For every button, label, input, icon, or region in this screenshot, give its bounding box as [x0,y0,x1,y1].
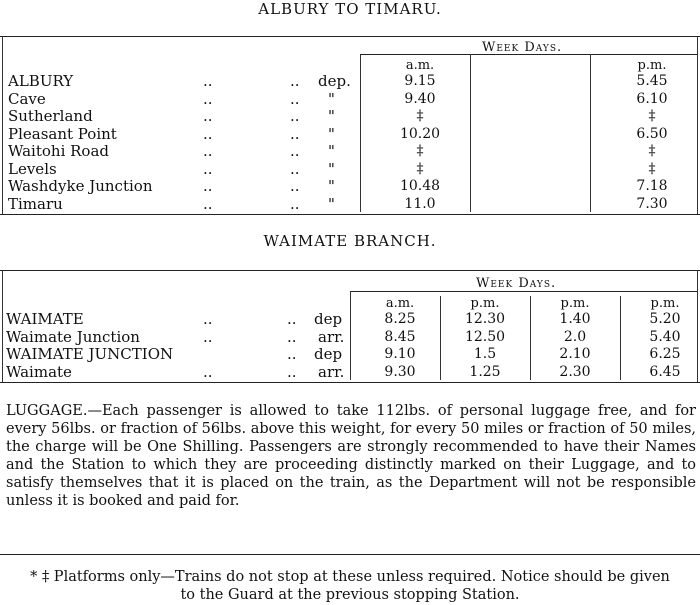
time-cell-am: ‡ [416,160,424,177]
time-cell: 9.10 [384,346,416,362]
leader-dots: .. [290,89,300,108]
leader-dots: .. [203,194,213,213]
leader-dots: .. [203,142,213,160]
table2-title: WAIMATE BRANCH. [263,232,437,250]
station-name: Cave [8,89,46,108]
time-cell-am: 9.40 [404,90,436,107]
time-cell-pm: ‡ [648,160,656,177]
time-cell: 12.50 [464,328,506,345]
col-header: p.m. [560,296,590,311]
time-cell: 5.40 [649,328,681,345]
leader-dots: .. [203,89,213,108]
rule [0,554,700,555]
rule [530,296,531,380]
rule [0,382,700,383]
time-cell-am: 10.20 [399,125,441,142]
leader-dots: .. [203,327,213,346]
station-name: ALBURY [8,72,74,90]
leader-dots: .. [287,310,297,328]
leader-dots: .. [203,159,213,178]
leader-dots: .. [290,142,300,160]
dep-arr-mark: " [328,142,335,160]
rule [470,54,471,212]
footnote-line-1: * ‡ Platforms only—Trains do not stop at these unless required. Notice should be given [30,569,670,585]
station-name: Waitohi Road [8,142,110,160]
time-cell: 8.25 [384,311,416,327]
dep-arr-mark: dep [314,345,343,363]
dep-arr-mark: " [328,107,335,125]
time-cell: 2.10 [559,346,591,362]
station-name: WAIMATE [6,310,84,328]
dep-arr-mark: " [328,124,335,143]
time-cell-am: ‡ [416,108,424,124]
time-cell-am: 9.15 [404,73,436,89]
time-cell: 6.45 [649,363,681,380]
leader-dots: .. [290,194,300,213]
rule [590,54,591,212]
week-days-header: Week Days. [476,276,557,291]
time-cell-am: 10.48 [399,178,441,194]
time-cell-pm: 6.10 [636,90,668,107]
station-name: Sutherland [8,107,93,125]
time-cell: 1.40 [559,311,591,327]
time-cell-pm: 7.30 [636,195,668,212]
time-cell-am: 11.0 [404,195,436,212]
time-cell: 1.5 [473,346,497,362]
rule [360,54,361,212]
time-cell-am: ‡ [416,143,424,159]
time-cell: 8.45 [384,328,416,345]
time-cell: 9.30 [384,363,416,380]
col-header: a.m. [385,296,415,311]
col-header: p.m. [470,296,500,311]
dep-arr-mark: " [328,89,335,108]
time-cell-pm: 5.45 [636,73,668,89]
time-cell: 12.30 [464,311,506,327]
leader-dots: .. [290,107,300,125]
leader-dots: .. [203,177,213,195]
station-name: WAIMATE JUNCTION [6,345,174,363]
leader-dots: .. [203,124,213,143]
dep-arr-mark: arr. [318,327,345,346]
dep-arr-mark: " [328,159,335,178]
dep-arr-mark: dep [314,310,343,328]
rule [350,291,351,380]
rule [0,214,700,215]
time-cell-pm: 6.50 [636,125,668,142]
dep-arr-mark: arr. [318,362,345,381]
time-cell-pm: ‡ [648,108,656,124]
dep-arr-mark: " [328,177,335,195]
time-cell: 2.0 [563,328,587,345]
time-cell: 2.30 [559,363,591,380]
col-header-am: a.m. [405,58,435,73]
col-header: p.m. [650,296,680,311]
station-name: Waimate [6,362,72,381]
luggage-notice: LUGGAGE.—Each passenger is allowed to take 112lbs. of personal luggage free, and for every 56lbs. or fraction of 56lbs. above this weight, for every 50 miles or fraction of 50 miles, the charge will be One Shilling. Passengers are strongly recommended to have their Names and the Station to which they are proceeding distinctly marked on their Luggage, and to satisfy themselves that it is placed on the train, as the Department will not be responsible unless it is booked and paid for. [6,403,696,509]
station-name: Levels [8,159,57,178]
leader-dots: .. [290,159,300,178]
table1-title: ALBURY TO TIMARU. [258,0,442,18]
week-days-header: Week Days. [482,40,563,55]
leader-dots: .. [290,72,300,90]
time-cell-pm: 7.18 [636,178,668,194]
rule [0,36,700,37]
rule [2,270,3,382]
rule [440,296,441,380]
leader-dots: .. [203,362,213,381]
leader-dots: .. [203,107,213,125]
rule [620,296,621,380]
time-cell: 5.20 [649,311,681,327]
dep-arr-mark: dep. [318,72,351,90]
time-cell: 1.25 [469,363,501,380]
leader-dots: .. [287,327,297,346]
leader-dots: .. [287,345,297,363]
rule [360,54,697,55]
station-name: Washdyke Junction [8,177,153,195]
leader-dots: .. [203,72,213,90]
rule [2,36,3,214]
dep-arr-mark: " [328,194,335,213]
rule [697,36,698,214]
rule [350,291,697,292]
station-name: Timaru [8,194,63,213]
station-name: Pleasant Point [8,124,117,143]
time-cell-pm: ‡ [648,143,656,159]
time-cell: 6.25 [649,346,681,362]
rule [0,270,700,271]
col-header-pm: p.m. [637,58,667,73]
leader-dots: .. [287,362,297,381]
leader-dots: .. [290,124,300,143]
leader-dots: .. [290,177,300,195]
leader-dots: .. [203,310,213,328]
footnote-line-2: to the Guard at the previous stopping Station. [180,587,520,603]
station-name: Waimate Junction [6,327,140,346]
